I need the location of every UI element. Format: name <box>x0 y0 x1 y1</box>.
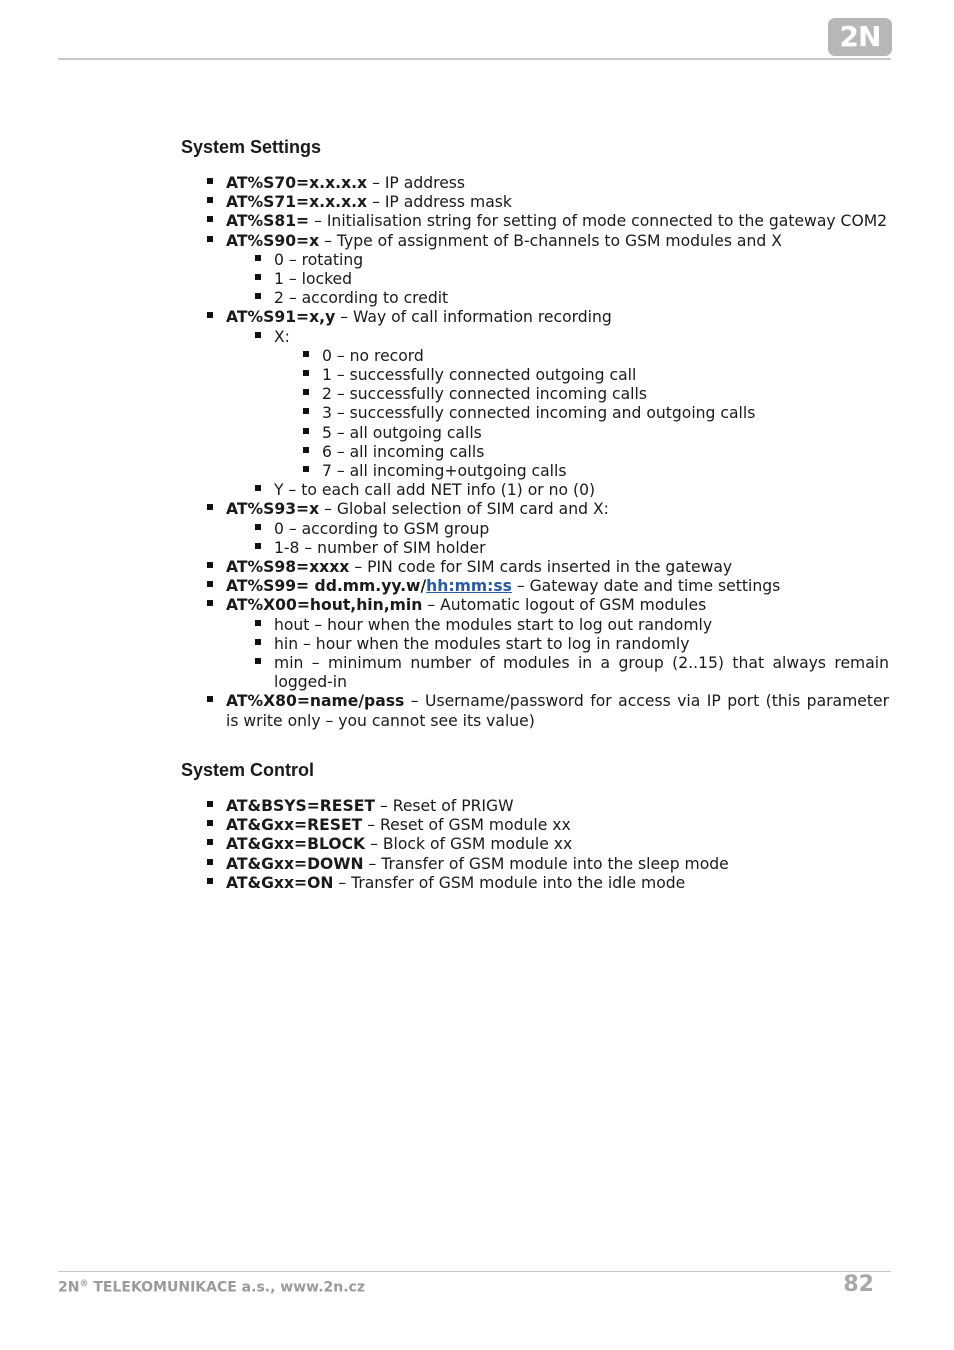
section-title-system-settings: System Settings <box>181 137 322 157</box>
sub-sub-list-item: 2 – successfully connected incoming calls <box>322 385 889 404</box>
sub-list-item: hin – hour when the modules start to log in randomly <box>274 635 889 654</box>
list-item <box>226 577 889 596</box>
system-settings-list <box>226 174 889 731</box>
description: – IP address mask <box>367 193 512 212</box>
description: – Username/password for access via IP port (this parameter is write only – you cannot see its value) <box>226 692 889 730</box>
description: – Block of GSM module xx <box>365 835 573 854</box>
description: – Global selection of SIM card and X: <box>319 500 609 519</box>
sub-list-item: min – minimum number of modules in a group (2..15) that always remain logged-in <box>274 654 889 692</box>
list-item <box>226 193 889 212</box>
sub-list-item: 2 – according to credit <box>274 289 889 308</box>
list-item <box>226 174 889 193</box>
list-item <box>226 692 889 730</box>
command: AT&Gxx=BLOCK <box>226 835 366 854</box>
description: – IP address <box>367 174 466 192</box>
company-prefix: 2N <box>58 1279 80 1296</box>
sub-sub-list <box>322 347 889 481</box>
command: AT%S93=x <box>226 500 320 519</box>
sub-sub-list-item: 6 – all incoming calls <box>322 443 889 462</box>
sub-list-item: 1 – locked <box>274 270 889 289</box>
list-item <box>226 797 889 816</box>
sub-list <box>274 616 889 693</box>
sub-list-item: 0 – according to GSM group <box>274 520 889 539</box>
sub-sub-list-item: 1 – successfully connected outgoing call <box>322 366 889 385</box>
sub-sub-list-item: 0 – no record <box>322 347 889 366</box>
command: AT%S91=x,y <box>226 308 336 327</box>
command: AT%X00=hout,hin,min <box>226 596 423 615</box>
registered-mark: ® <box>79 1279 89 1289</box>
sub-list-item: 0 – rotating <box>274 251 889 270</box>
command: AT&BSYS=RESET <box>226 796 375 815</box>
sub-sub-list-item: 3 – successfully connected incoming and outgoing calls <box>322 404 889 423</box>
description: – Transfer of GSM module into the sleep mode <box>363 854 729 873</box>
description: – Way of call information recording <box>335 308 612 327</box>
list-item <box>226 308 889 500</box>
sub-list-item: Y – to each call add NET info (1) or no (0) <box>274 481 889 500</box>
2n-logo <box>828 18 892 56</box>
list-item <box>226 816 889 835</box>
footer-rule <box>58 1271 891 1272</box>
command: AT%S98=xxxx <box>226 558 350 577</box>
list-item <box>226 596 889 692</box>
command: AT%S70=x.x.x.x <box>226 174 368 192</box>
description: – Type of assignment of B-channels to GSM modules and X <box>319 231 782 250</box>
system-control-list <box>226 797 889 893</box>
list-item <box>226 874 889 893</box>
sub-list <box>274 328 889 501</box>
command: AT%S90=x <box>226 231 320 250</box>
command: AT&Gxx=DOWN <box>226 854 364 873</box>
command: AT%X80=name/pass <box>226 692 405 711</box>
x-label: X: <box>274 327 290 346</box>
sub-list-item: hout – hour when the modules start to log out randomly <box>274 616 889 635</box>
command: AT%S81= <box>226 212 310 231</box>
list-item <box>226 500 889 558</box>
description: – Automatic logout of GSM modules <box>422 596 707 615</box>
description: – Transfer of GSM module into the idle mode <box>333 873 686 892</box>
page-content <box>181 134 889 893</box>
description: – PIN code for SIM cards inserted in the gateway <box>349 558 733 577</box>
list-item <box>226 212 889 231</box>
footer-company <box>58 1279 365 1296</box>
description: – Initialisation string for setting of mode connected to the gateway COM2 <box>309 212 888 231</box>
company-rest: TELEKOMUNIKACE a.s., www.2n.cz <box>88 1279 365 1296</box>
description: – Reset of GSM module xx <box>362 816 571 835</box>
logo-text: 2N <box>839 20 881 53</box>
command: AT&Gxx=RESET <box>226 816 363 835</box>
list-item <box>226 232 889 309</box>
header-rule <box>58 58 891 60</box>
list-item <box>226 855 889 874</box>
sub-sub-list-item: 5 – all outgoing calls <box>322 424 889 443</box>
sub-list <box>274 520 889 558</box>
sub-list <box>274 251 889 309</box>
list-item <box>226 558 889 577</box>
command: AT%S99= dd.mm.yy.w/ <box>226 577 427 596</box>
list-item <box>226 835 889 854</box>
description: – Gateway date and time settings <box>511 577 781 596</box>
description: – Reset of PRIGW <box>374 796 514 815</box>
sub-list-item <box>274 328 889 482</box>
command: AT&Gxx=ON <box>226 873 334 892</box>
page-number: 82 <box>843 1272 874 1297</box>
command: AT%S71=x.x.x.x <box>226 193 368 212</box>
time-format-link[interactable]: hh:mm:ss <box>426 577 512 596</box>
section-title-system-control: System Control <box>181 759 315 780</box>
sub-sub-list-item: 7 – all incoming+outgoing calls <box>322 462 889 481</box>
sub-list-item: 1-8 – number of SIM holder <box>274 539 889 558</box>
